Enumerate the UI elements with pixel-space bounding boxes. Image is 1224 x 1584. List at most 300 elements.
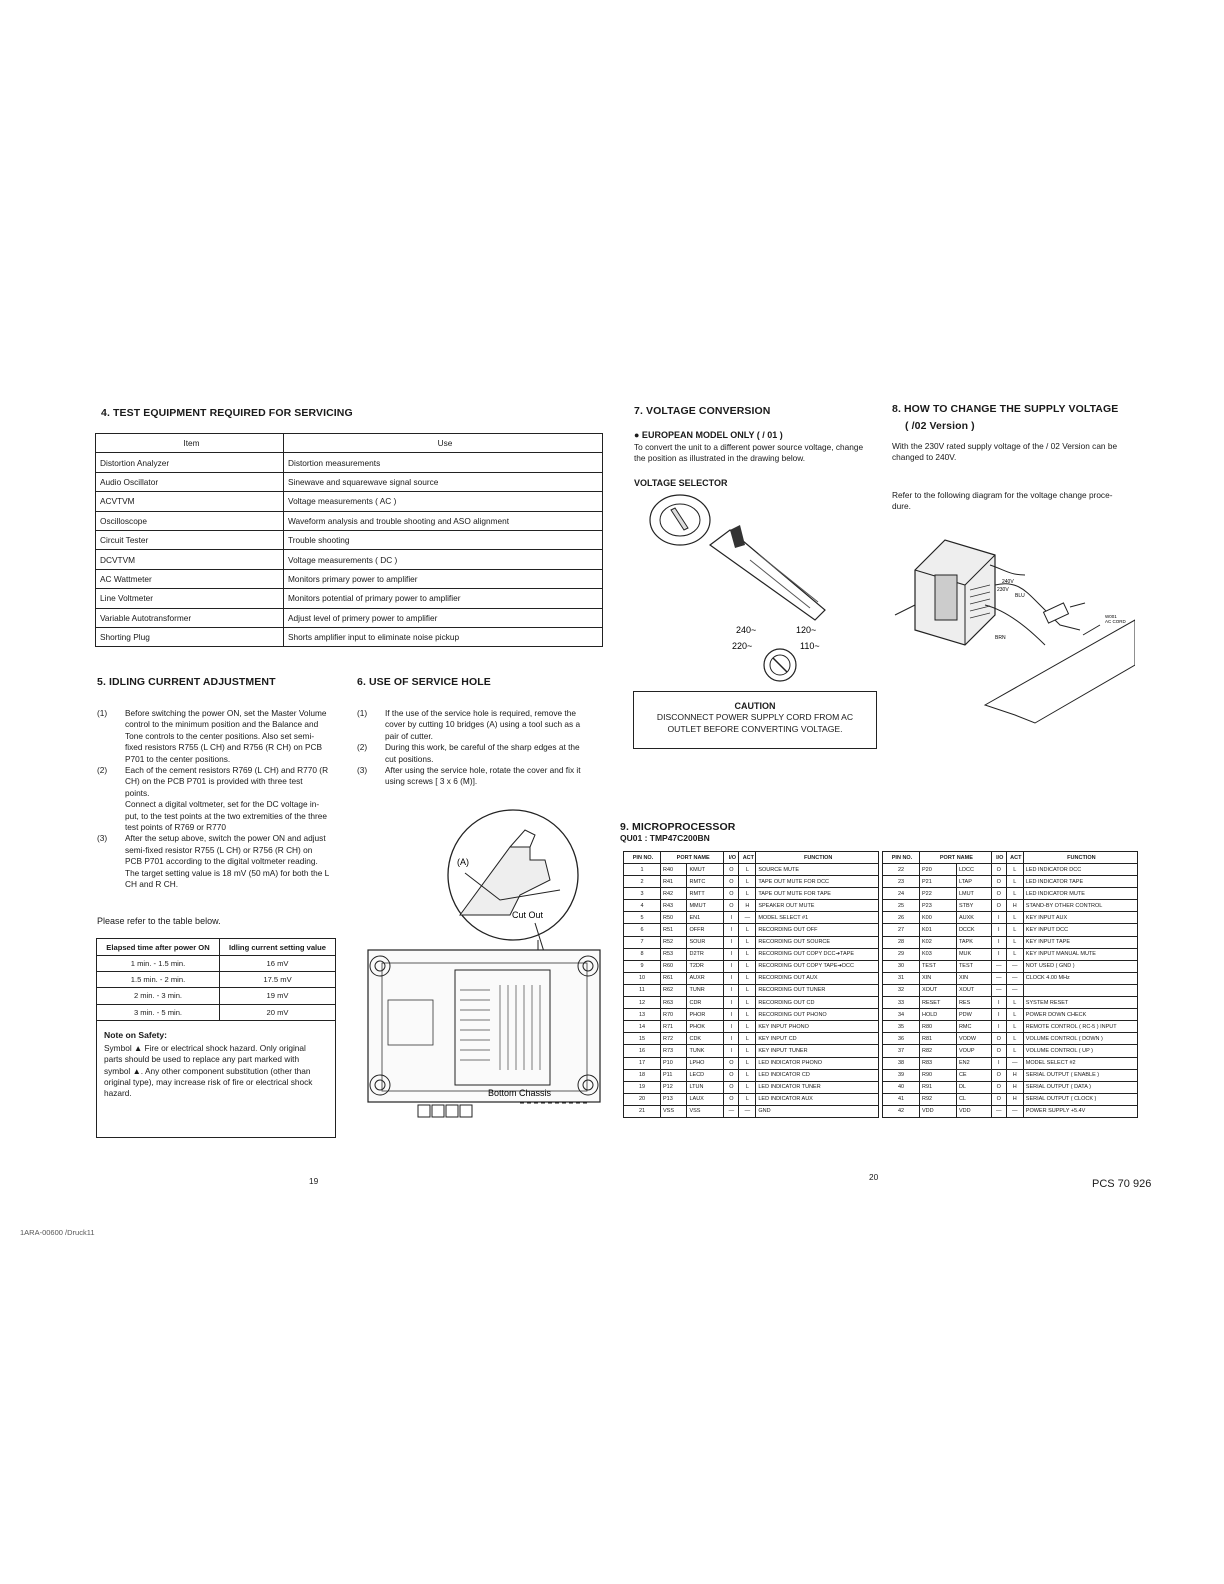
function-cell: SOURCE MUTE [756,864,879,876]
port-cell: P21 [920,876,957,888]
table-row [883,900,1138,912]
table-row [883,997,1138,1009]
function-cell: KEY INPUT TAPE [1023,936,1137,948]
label-brn: BRN [995,635,1006,641]
function-cell: POWER SUPPLY +5.4V [1023,1105,1137,1117]
col-use: Use [284,434,603,453]
section8-line: With the 230V rated supply voltage of the / 02 Version can be [892,441,1118,451]
name-cell: CL [956,1093,991,1105]
table-row [96,453,603,472]
function-cell: SPEAKER OUT MUTE [756,900,879,912]
act-cell: L [1006,1033,1023,1045]
label-bottom-chassis: Bottom Chassis [488,1088,552,1098]
table-row [624,1081,879,1093]
act-cell: L [739,1009,756,1021]
act-cell: — [1006,1105,1023,1117]
elapsed-cell: 2 min. - 3 min. [97,988,220,1004]
act-cell: L [739,1045,756,1057]
note-title: Note on Safety: [104,1030,168,1040]
label-230v: 230V [997,587,1009,593]
act-cell: H [1006,1069,1023,1081]
port-cell: RESET [920,997,957,1009]
name-cell: LMUT [956,888,991,900]
act-cell: L [739,984,756,996]
name-cell: RMTT [687,888,724,900]
table-row [624,960,879,972]
step-text-line: P701 to the center positions. [125,753,231,764]
elapsed-cell: 1.5 min. - 2 min. [97,972,220,988]
bottom-chassis-outline [368,950,600,1102]
step-text-line: After using the service hole, rotate the cover and fix it [385,765,581,775]
label-240: 240~ [736,625,757,635]
section5-title: 5. IDLING CURRENT ADJUSTMENT [97,676,276,688]
act-cell: L [1006,948,1023,960]
pin-cell: 42 [883,1105,920,1117]
step-text-line: Before switching the power ON, set the Master Volume [125,708,327,718]
function-cell: RECORDING OUT AUX [756,972,879,984]
note-line: hazard. [104,1088,132,1099]
table-row [97,1004,336,1020]
function-cell: NOT USED ( GND ) [1023,960,1137,972]
io-cell: I [991,997,1006,1009]
io-cell: — [724,1105,739,1117]
pin-cell: 26 [883,912,920,924]
io-cell: O [724,1093,739,1105]
io-cell: O [991,864,1006,876]
io-cell: O [991,1093,1006,1105]
act-cell: H [1006,1081,1023,1093]
microprocessor-table-right [882,851,1138,1118]
section8-subtitle: ( /02 Version ) [905,420,975,432]
port-cell: R63 [661,997,687,1009]
io-cell: O [724,888,739,900]
step-text-line: If the use of the service hole is required, remove the [385,708,576,718]
elapsed-cell: 1 min. - 1.5 min. [97,956,220,972]
pin-cell: 24 [883,888,920,900]
table-row [624,997,879,1009]
function-cell: RECORDING OUT CD [756,997,879,1009]
section7-line: To convert the unit to a different power source voltage, change [634,442,864,452]
section6-title: 6. USE OF SERVICE HOLE [357,676,491,688]
pin-cell: 40 [883,1081,920,1093]
io-cell: — [991,960,1006,972]
act-cell: L [1006,997,1023,1009]
name-cell: XOUT [956,984,991,996]
model-number: PCS 70 926 [1092,1178,1152,1190]
port-cell: P12 [661,1081,687,1093]
io-cell: I [724,960,739,972]
step-text-line: CH and R CH. [125,879,179,889]
name-cell: LPHO [687,1057,724,1069]
step-text-line: Connect a digital voltmeter, set for the DC voltage in- [125,799,320,810]
function-cell: KEY INPUT AUX [1023,912,1137,924]
io-cell: I [991,924,1006,936]
name-cell: XIN [956,972,991,984]
name-cell: LTAP [956,876,991,888]
pin-cell: 28 [883,936,920,948]
idling-cell: 20 mV [220,1004,336,1020]
microprocessor-table-left [623,851,879,1118]
table-row [624,936,879,948]
table-row [883,864,1138,876]
table-row [883,1021,1138,1033]
function-cell: KEY INPUT DCC [1023,924,1137,936]
port-cell: P11 [661,1069,687,1081]
port-cell: HOLD [920,1009,957,1021]
act-cell: L [1006,912,1023,924]
name-cell: LAUX [687,1093,724,1105]
act-cell: L [739,1093,756,1105]
table-row [96,511,603,530]
function-cell: RECORDING OUT SOURCE [756,936,879,948]
act-cell: L [739,948,756,960]
col-function: FUNCTION [1023,852,1137,864]
name-cell: VDD [956,1105,991,1117]
label-240v: 240V [1002,579,1014,585]
table-row [624,1021,879,1033]
use-cell: Voltage measurements ( AC ) [284,492,603,511]
port-cell: XIN [920,972,957,984]
function-cell: SERIAL OUTPUT ( CLOCK ) [1023,1093,1137,1105]
col-pin: PIN NO. [624,852,661,864]
port-cell: R90 [920,1069,957,1081]
pin-cell: 25 [883,900,920,912]
pin-cell: 20 [624,1093,661,1105]
pin-cell: 39 [883,1069,920,1081]
function-cell: MODEL SELECT #1 [756,912,879,924]
section7-subtitle: ● EUROPEAN MODEL ONLY ( / 01 ) [634,430,783,440]
table-row [883,888,1138,900]
pin-cell: 41 [883,1093,920,1105]
pin-cell: 8 [624,948,661,960]
pin-cell: 38 [883,1057,920,1069]
pin-cell: 1 [624,864,661,876]
pin-cell: 10 [624,972,661,984]
port-cell: K03 [920,948,957,960]
function-cell: POWER DOWN CHECK [1023,1009,1137,1021]
act-cell: L [739,1057,756,1069]
table-row [96,627,603,646]
table-row [96,589,603,608]
function-cell: RECORDING OUT COPY DCC➔TAPE [756,948,879,960]
name-cell: PDW [956,1009,991,1021]
act-cell: L [1006,864,1023,876]
pin-cell: 35 [883,1021,920,1033]
step-number: (2) [97,765,108,775]
table-row [96,472,603,491]
act-cell: L [739,936,756,948]
function-cell: RECORDING OUT TUNER [756,984,879,996]
function-cell: KEY INPUT PHONO [756,1021,879,1033]
step-text-line: During this work, be careful of the sharp edges at the [385,742,580,753]
port-cell: R52 [661,936,687,948]
table-row [883,972,1138,984]
step-text-line: After the setup above, switch the power ON and adjust [125,833,326,844]
voltage-selector-title: VOLTAGE SELECTOR [634,478,728,488]
name-cell: PHOR [687,1009,724,1021]
table-row [624,1105,879,1117]
pin-cell: 16 [624,1045,661,1057]
pin-cell: 15 [624,1033,661,1045]
function-cell: SERIAL OUTPUT ( ENABLE ) [1023,1069,1137,1081]
io-cell: — [991,972,1006,984]
port-cell: R51 [661,924,687,936]
port-cell: R43 [661,900,687,912]
refer-text: Please refer to the table below. [97,916,221,926]
port-cell: R41 [661,876,687,888]
step-number: (1) [97,708,108,718]
name-cell: MMUT [687,900,724,912]
port-cell: R92 [920,1093,957,1105]
table-row [883,1081,1138,1093]
pin-cell: 6 [624,924,661,936]
act-cell: — [1006,1057,1023,1069]
io-cell: I [724,924,739,936]
function-cell: LED INDICATOR CD [756,1069,879,1081]
name-cell: OFFR [687,924,724,936]
io-cell: I [724,972,739,984]
act-cell: L [739,960,756,972]
label-220: 220~ [732,641,753,651]
name-cell: PHOK [687,1021,724,1033]
function-cell: SYSTEM RESET [1023,997,1137,1009]
step-text-line: control to the minimum position and the Balance and [125,719,319,730]
table-row [96,530,603,549]
io-cell: I [724,997,739,1009]
pin-cell: 23 [883,876,920,888]
act-cell: — [1006,972,1023,984]
act-cell: — [739,1105,756,1117]
io-cell: O [991,876,1006,888]
function-cell: KEY INPUT CD [756,1033,879,1045]
table-row [883,960,1138,972]
pin-cell: 12 [624,997,661,1009]
col-io: I/O [991,852,1006,864]
function-cell: TAPE OUT MUTE FOR DCC [756,876,879,888]
table-row [624,876,879,888]
name-cell: TEST [956,960,991,972]
item-cell: DCVTVM [96,550,284,569]
port-cell: R91 [920,1081,957,1093]
port-cell: VDD [920,1105,957,1117]
name-cell: AUXK [956,912,991,924]
step-number: (2) [357,742,368,753]
table-row [883,1057,1138,1069]
function-cell: REMOTE CONTROL ( RC-5 ) INPUT [1023,1021,1137,1033]
table-row [96,550,603,569]
use-cell: Shorts amplifier input to eliminate noise pickup [284,627,603,646]
port-cell: R50 [661,912,687,924]
io-cell: I [724,948,739,960]
name-cell: RES [956,997,991,1009]
section8-line: Refer to the following diagram for the voltage change proce- [892,490,1113,500]
section6-steps [357,708,601,808]
step-text-line: using screws [ 3 x 6 (M)]. [385,776,478,787]
section7-title: 7. VOLTAGE CONVERSION [634,405,771,417]
port-cell: P22 [920,888,957,900]
pin-cell: 4 [624,900,661,912]
step-text-line: cut positions. [385,753,434,764]
io-cell: O [724,1081,739,1093]
act-cell: L [739,1033,756,1045]
io-cell: — [991,1105,1006,1117]
name-cell: TUNK [687,1045,724,1057]
table-row [624,1069,879,1081]
use-cell: Adjust level of primery power to amplifier [284,608,603,627]
io-cell: — [991,984,1006,996]
port-cell: XOUT [920,984,957,996]
io-cell: I [724,912,739,924]
port-cell: R73 [661,1045,687,1057]
name-cell: CDK [687,1033,724,1045]
step-text-line: points. [125,787,150,798]
col-function: FUNCTION [756,852,879,864]
table-row [883,948,1138,960]
function-cell: TAPE OUT MUTE FOR TAPE [756,888,879,900]
idling-table [96,938,336,1021]
item-cell: Variable Autotransformer [96,608,284,627]
name-cell: RMTC [687,876,724,888]
act-cell: L [1006,1021,1023,1033]
section7-line: the position as illustrated in the drawing below. [634,453,806,464]
io-cell: I [724,1045,739,1057]
note-line: Symbol ▲ Fire or electrical shock hazard. Only original [104,1043,306,1053]
function-cell: KEY INPUT TUNER [756,1045,879,1057]
table-row [624,912,879,924]
use-cell: Monitors primary power to amplifier [284,569,603,588]
io-cell: O [724,876,739,888]
port-cell: K02 [920,936,957,948]
io-cell: O [724,900,739,912]
act-cell: — [1006,960,1023,972]
pin-cell: 2 [624,876,661,888]
pin-cell: 31 [883,972,920,984]
io-cell: I [991,1021,1006,1033]
name-cell: VSS [687,1105,724,1117]
step-text-line: PCB P701 according to the digital voltmeter reading. [125,856,318,867]
section8-line: changed to 240V. [892,452,957,463]
supply-voltage-diagram [885,525,1135,735]
table-row [883,912,1138,924]
function-cell: KEY INPUT MANUAL MUTE [1023,948,1137,960]
io-cell: I [991,1057,1006,1069]
label-120: 120~ [796,625,817,635]
item-cell: ACVTVM [96,492,284,511]
act-cell: L [1006,1009,1023,1021]
name-cell: CE [956,1069,991,1081]
name-cell: RMC [956,1021,991,1033]
io-cell: I [991,912,1006,924]
page-number-left: 19 [309,1176,319,1186]
pin-cell: 3 [624,888,661,900]
section8-line: dure. [892,501,911,512]
port-cell: K00 [920,912,957,924]
use-cell: Voltage measurements ( DC ) [284,550,603,569]
use-cell: Sinewave and squarewave signal source [284,472,603,491]
idling-cell: 16 mV [220,956,336,972]
pin-cell: 32 [883,984,920,996]
function-cell: LED INDICATOR AUX [756,1093,879,1105]
function-cell: SERIAL OUTPUT ( DATA ) [1023,1081,1137,1093]
col-idling: Idling current setting value [220,939,336,956]
io-cell: O [991,900,1006,912]
port-cell: K01 [920,924,957,936]
step-number: (1) [357,708,368,718]
idling-cell: 19 mV [220,988,336,1004]
port-cell: R83 [920,1057,957,1069]
label-cord: W001 [1105,614,1117,619]
table-row [96,608,603,627]
step-text-line: fixed resistors R755 (L CH) and R756 (R CH) on PCB [125,742,323,753]
name-cell: LDCC [956,864,991,876]
col-port: PORT NAME [920,852,992,864]
function-cell: LED INDICATOR PHONO [756,1057,879,1069]
caution-title: CAUTION [734,701,776,711]
pin-cell: 22 [883,864,920,876]
table-row [883,1069,1138,1081]
name-cell: STBY [956,900,991,912]
function-cell: MODEL SELECT #2 [1023,1057,1137,1069]
function-cell: STAND-BY OTHER CONTROL [1023,900,1137,912]
name-cell: KMUT [687,864,724,876]
io-cell: I [991,948,1006,960]
service-hole-diagram [360,805,610,1145]
item-cell: Oscilloscope [96,511,284,530]
name-cell: TAPK [956,936,991,948]
function-cell: CLOCK 4.00 MHz [1023,972,1137,984]
table-row [624,1093,879,1105]
caution-line: OUTLET BEFORE CONVERTING VOLTAGE. [667,723,843,734]
port-cell: TEST [920,960,957,972]
name-cell: EN2 [956,1057,991,1069]
table-row [624,888,879,900]
use-cell: Distortion measurements [284,453,603,472]
io-cell: O [724,864,739,876]
port-cell: R53 [661,948,687,960]
test-equipment-table [95,433,603,647]
port-cell: R81 [920,1033,957,1045]
port-cell: R42 [661,888,687,900]
port-cell: R82 [920,1045,957,1057]
step-text-line: put, to the test points at the two extremities of the three [125,810,328,821]
act-cell: H [739,900,756,912]
table-row [883,936,1138,948]
io-cell: I [724,984,739,996]
act-cell: L [739,1021,756,1033]
io-cell: O [991,1069,1006,1081]
col-pin: PIN NO. [883,852,920,864]
act-cell: L [739,1081,756,1093]
function-cell: GND [756,1105,879,1117]
name-cell: VOUP [956,1045,991,1057]
name-cell: SOUR [687,936,724,948]
item-cell: Circuit Tester [96,530,284,549]
table-row [97,972,336,988]
pin-cell: 33 [883,997,920,1009]
function-cell: LED INDICATOR MUTE [1023,888,1137,900]
voltage-selector-diagram [640,490,880,690]
act-cell: L [1006,888,1023,900]
section4-title: 4. TEST EQUIPMENT REQUIRED FOR SERVICING [101,407,353,419]
idling-cell: 17.5 mV [220,972,336,988]
function-cell: VOLUME CONTROL ( DOWN ) [1023,1033,1137,1045]
name-cell: D2TR [687,948,724,960]
act-cell: L [739,876,756,888]
section5-steps [97,708,343,908]
note-line: original type), may increase risk of fire or electrical shock [104,1076,313,1087]
table-row [624,900,879,912]
use-cell: Trouble shooting [284,530,603,549]
